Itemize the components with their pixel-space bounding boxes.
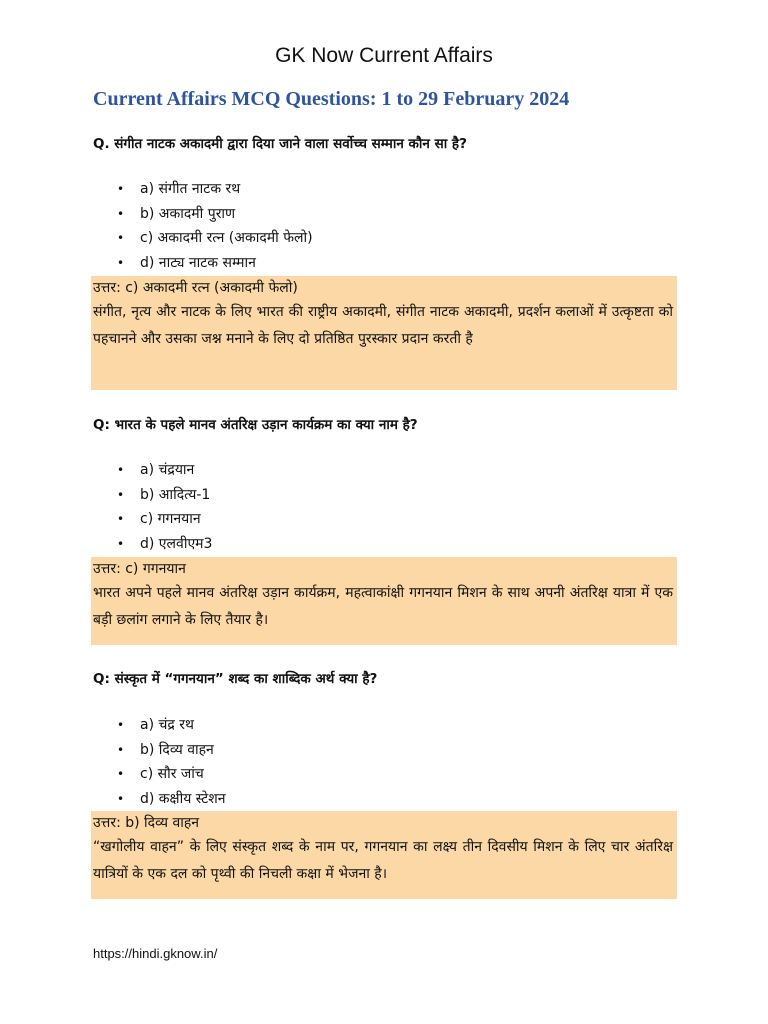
option-3a: [93, 713, 226, 738]
page-title: Current Affairs MCQ Questions: 1 to 29 February 2024: [93, 88, 570, 110]
option-label: d) एलवीएम3: [140, 535, 213, 552]
question-1: Q. संगीत नाटक अकादमी द्वारा दिया जाने वाला सर्वोच्च सम्मान कौन सा है?: [93, 136, 467, 152]
answer-box-3: [91, 811, 677, 899]
page-header: GK Now Current Affairs: [275, 44, 493, 67]
bullet-icon: •: [117, 791, 125, 806]
option-label: a) चंद्र रथ: [140, 717, 194, 733]
option-3b: [93, 738, 226, 763]
bullet-icon: •: [117, 718, 125, 732]
option-1b: [93, 202, 313, 227]
bullet-icon: •: [117, 463, 125, 477]
answer-3: उत्तर: b) दिव्य वाहन: [93, 815, 200, 831]
option-1a: [93, 177, 313, 202]
bullet-icon: •: [117, 487, 125, 502]
option-1c: [93, 226, 313, 251]
question-2: Q: भारत के पहले मानव अंतरिक्ष उड़ान कार्यक्रम का क्या नाम है?: [93, 417, 418, 433]
footer-url[interactable]: https://hindi.gknow.in/: [93, 946, 218, 961]
bullet-icon: •: [117, 536, 125, 551]
options-list-1: [93, 177, 313, 275]
option-label: c) अकादमी रत्न (अकादमी फेलो): [140, 230, 313, 246]
option-label: c) सौर जांच: [140, 766, 204, 782]
explanation-3: “खगोलीय वाहन” के लिए संस्कृत शब्द के नाम पर, गगनयान का लक्ष्य तीन दिवसीय मिशन के लिए चार अंतरिक्ष यात्रियों के एक दल को पृथ्वी की निचली कक्षा में भेजना है।: [93, 839, 673, 882]
option-label: b) आदित्य-1: [140, 486, 211, 503]
explanation-1: संगीत, नृत्य और नाटक के लिए भारत की राष्ट्रीय अकादमी, संगीत नाटक अकादमी, प्रदर्शन कलाओं में उत्कृष्टता को पहचानने और उसका जश्न मनाने के लिए दो प्रतिष्ठित पुरस्कार प्रदान करती है: [93, 304, 673, 347]
option-label: d) कक्षीय स्टेशन: [140, 790, 226, 807]
option-2c: [93, 507, 212, 532]
bullet-icon: •: [117, 767, 125, 781]
option-label: c) गगनयान: [140, 511, 201, 527]
answer-2: उत्तर: c) गगनयान: [93, 561, 186, 577]
option-label: a) चंद्रयान: [140, 462, 195, 478]
option-1d: [93, 251, 313, 276]
question-3: Q: संस्कृत में “गगनयान” शब्द का शाब्दिक अर्थ क्या है?: [93, 671, 378, 687]
bullet-icon: •: [117, 206, 125, 221]
answer-1: उत्तर: c) अकादमी रत्न (अकादमी फेलो): [93, 280, 298, 296]
bullet-icon: •: [117, 231, 125, 245]
option-label: d) नाट्य नाटक सम्मान: [140, 254, 256, 271]
option-2b: [93, 483, 212, 508]
answer-box-1: [91, 276, 677, 390]
options-list-3: [93, 713, 226, 811]
option-label: b) दिव्य वाहन: [140, 741, 214, 758]
bullet-icon: •: [117, 255, 125, 270]
answer-box-2: [91, 557, 677, 645]
bullet-icon: •: [117, 512, 125, 526]
option-label: b) अकादमी पुराण: [140, 205, 236, 222]
options-list-2: [93, 458, 212, 556]
explanation-2: भारत अपने पहले मानव अंतरिक्ष उड़ान कार्यक्रम, महत्वाकांक्षी गगनयान मिशन के साथ अपनी अंतरिक्ष यात्रा में एक बड़ी छलांग लगाने के लिए तैयार है।: [93, 585, 673, 628]
option-2d: [93, 532, 212, 557]
bullet-icon: •: [117, 182, 125, 196]
option-3d: [93, 787, 226, 812]
option-3c: [93, 762, 226, 787]
option-label: a) संगीत नाटक रथ: [140, 181, 241, 197]
bullet-icon: •: [117, 742, 125, 757]
option-2a: [93, 458, 212, 483]
